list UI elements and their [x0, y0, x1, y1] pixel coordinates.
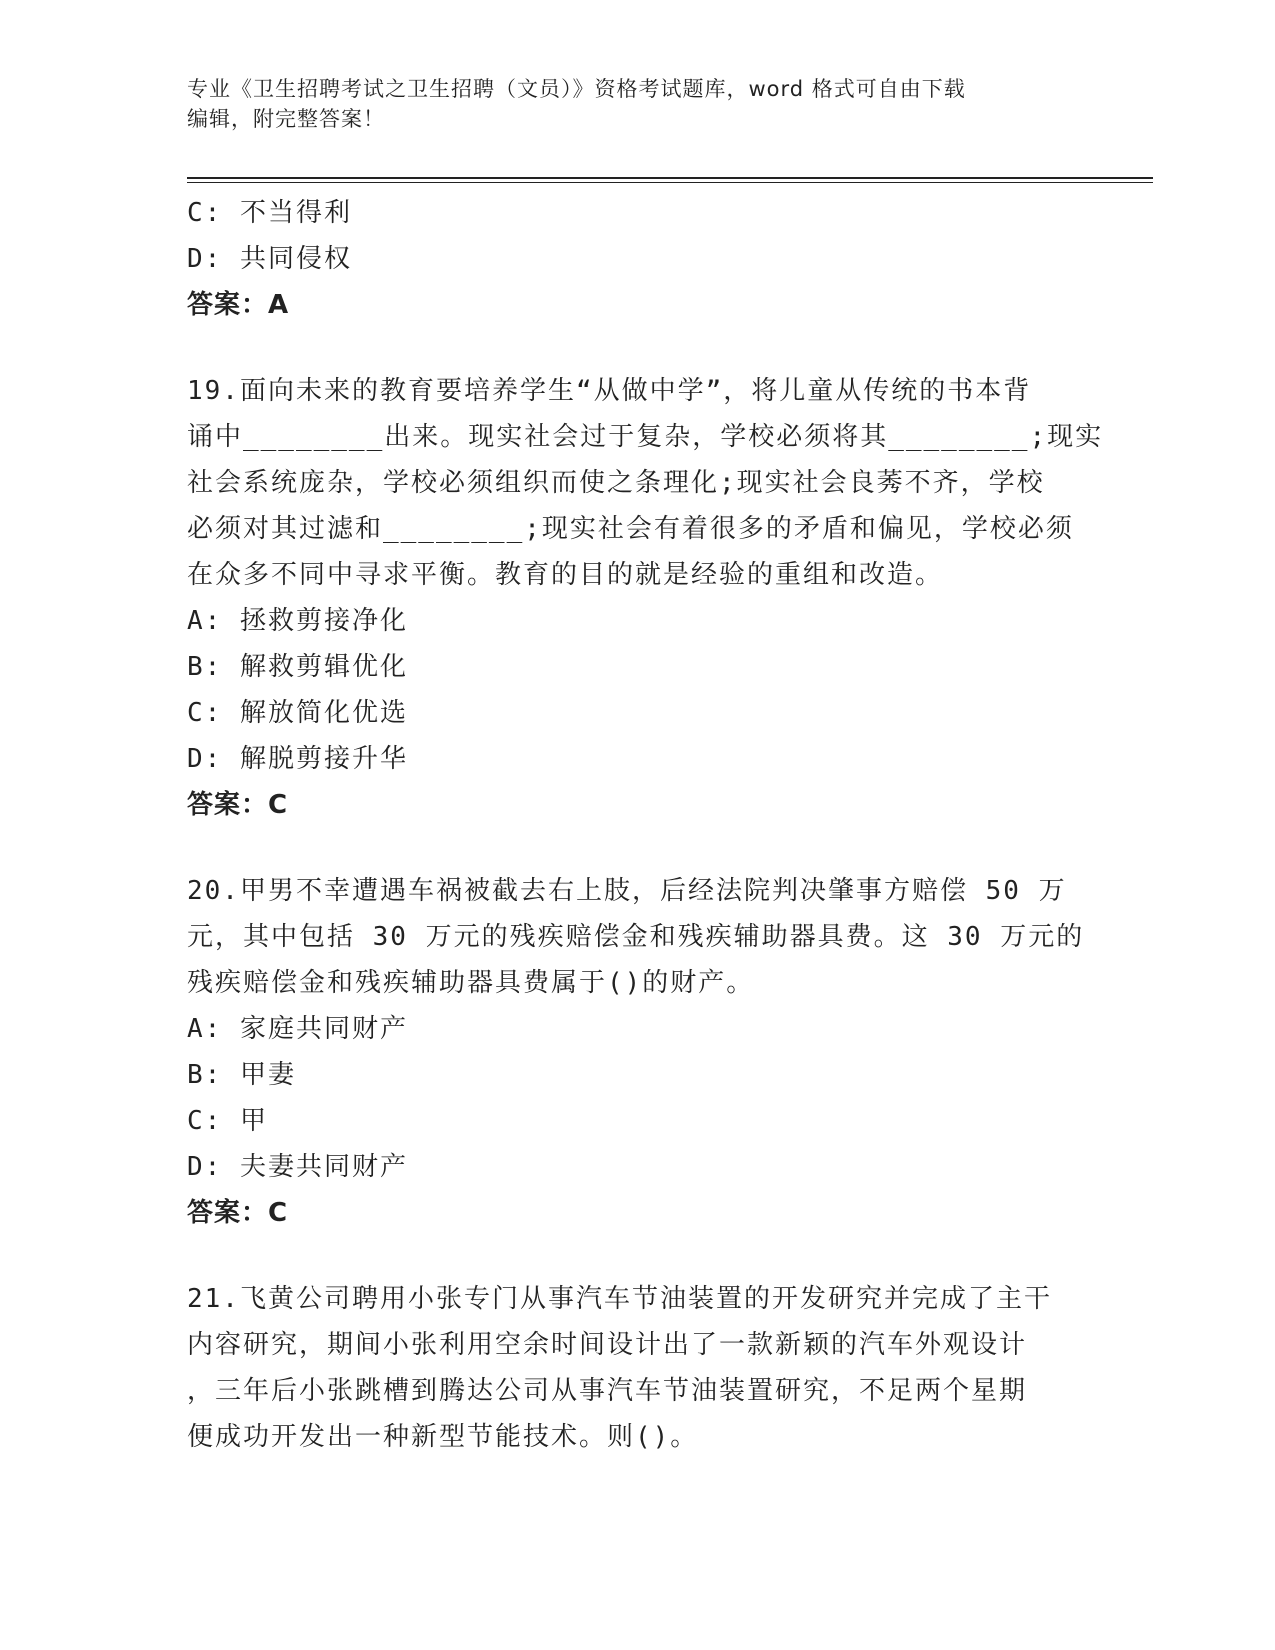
question-text-line: 内容研究，期间小张利用空余时间设计出了一款新颖的汽车外观设计 [187, 1330, 1028, 1360]
question-text-line: 21.飞黄公司聘用小张专门从事汽车节油装置的开发研究并完成了主干 [187, 1284, 1052, 1314]
question-text-line: 20.甲男不幸遭遇车祸被截去右上肢，后经法院判决肇事方赔偿 50 万 [187, 876, 1067, 906]
option-c: C: 甲 [187, 1106, 268, 1136]
question-21 [187, 1276, 1077, 1460]
answer-label: 答案：A [187, 290, 290, 320]
answer-label: 答案：C [187, 1198, 289, 1228]
spacer [187, 828, 1077, 868]
option-b: B: 甲妻 [187, 1060, 296, 1090]
question-18-tail [187, 190, 1077, 328]
header-divider-thick [187, 177, 1153, 179]
header-divider-thin [187, 182, 1153, 183]
question-text-line: 在众多不同中寻求平衡。教育的目的就是经验的重组和改造。 [187, 560, 944, 590]
question-text-line: ，三年后小张跳槽到腾达公司从事汽车节油装置研究，不足两个星期 [187, 1376, 1028, 1406]
question-text-line: 社会系统庞杂，学校必须组织而使之条理化;现实社会良莠不齐，学校 [187, 468, 1045, 498]
option-d: D: 共同侵权 [187, 244, 352, 274]
option-b: B: 解救剪辑优化 [187, 652, 408, 682]
question-text-line: 19.面向未来的教育要培养学生“从做中学”，将儿童从传统的书本背 [187, 376, 1032, 406]
option-a: A: 拯救剪接净化 [187, 606, 408, 636]
header-line-1: 专业《卫生招聘考试之卫生招聘（文员）》资格考试题库，word 格式可自由下载 [187, 77, 966, 101]
spacer [187, 1236, 1077, 1276]
question-20 [187, 868, 1085, 1236]
question-text-line: 必须对其过滤和________;现实社会有着很多的矛盾和偏见，学校必须 [187, 514, 1074, 544]
question-text-line: 便成功开发出一种新型节能技术。则()。 [187, 1422, 699, 1452]
option-c: C: 不当得利 [187, 198, 352, 228]
option-a: A: 家庭共同财产 [187, 1014, 408, 1044]
header-line-2: 编辑，附完整答案！ [187, 107, 385, 131]
option-c: C: 解放简化优选 [187, 698, 408, 728]
question-19 [187, 368, 1104, 828]
question-text-line: 诵中________出来。现实社会过于复杂，学校必须将其________;现实 [187, 422, 1104, 452]
question-text-line: 残疾赔偿金和残疾辅助器具费属于()的财产。 [187, 968, 755, 998]
option-d: D: 解脱剪接升华 [187, 744, 408, 774]
document-header [187, 74, 1067, 134]
question-text-line: 元，其中包括 30 万元的残疾赔偿金和残疾辅助器具费。这 30 万元的 [187, 922, 1085, 952]
option-d: D: 夫妻共同财产 [187, 1152, 408, 1182]
spacer [187, 328, 1077, 368]
document-body [187, 190, 1104, 1460]
answer-label: 答案：C [187, 790, 289, 820]
